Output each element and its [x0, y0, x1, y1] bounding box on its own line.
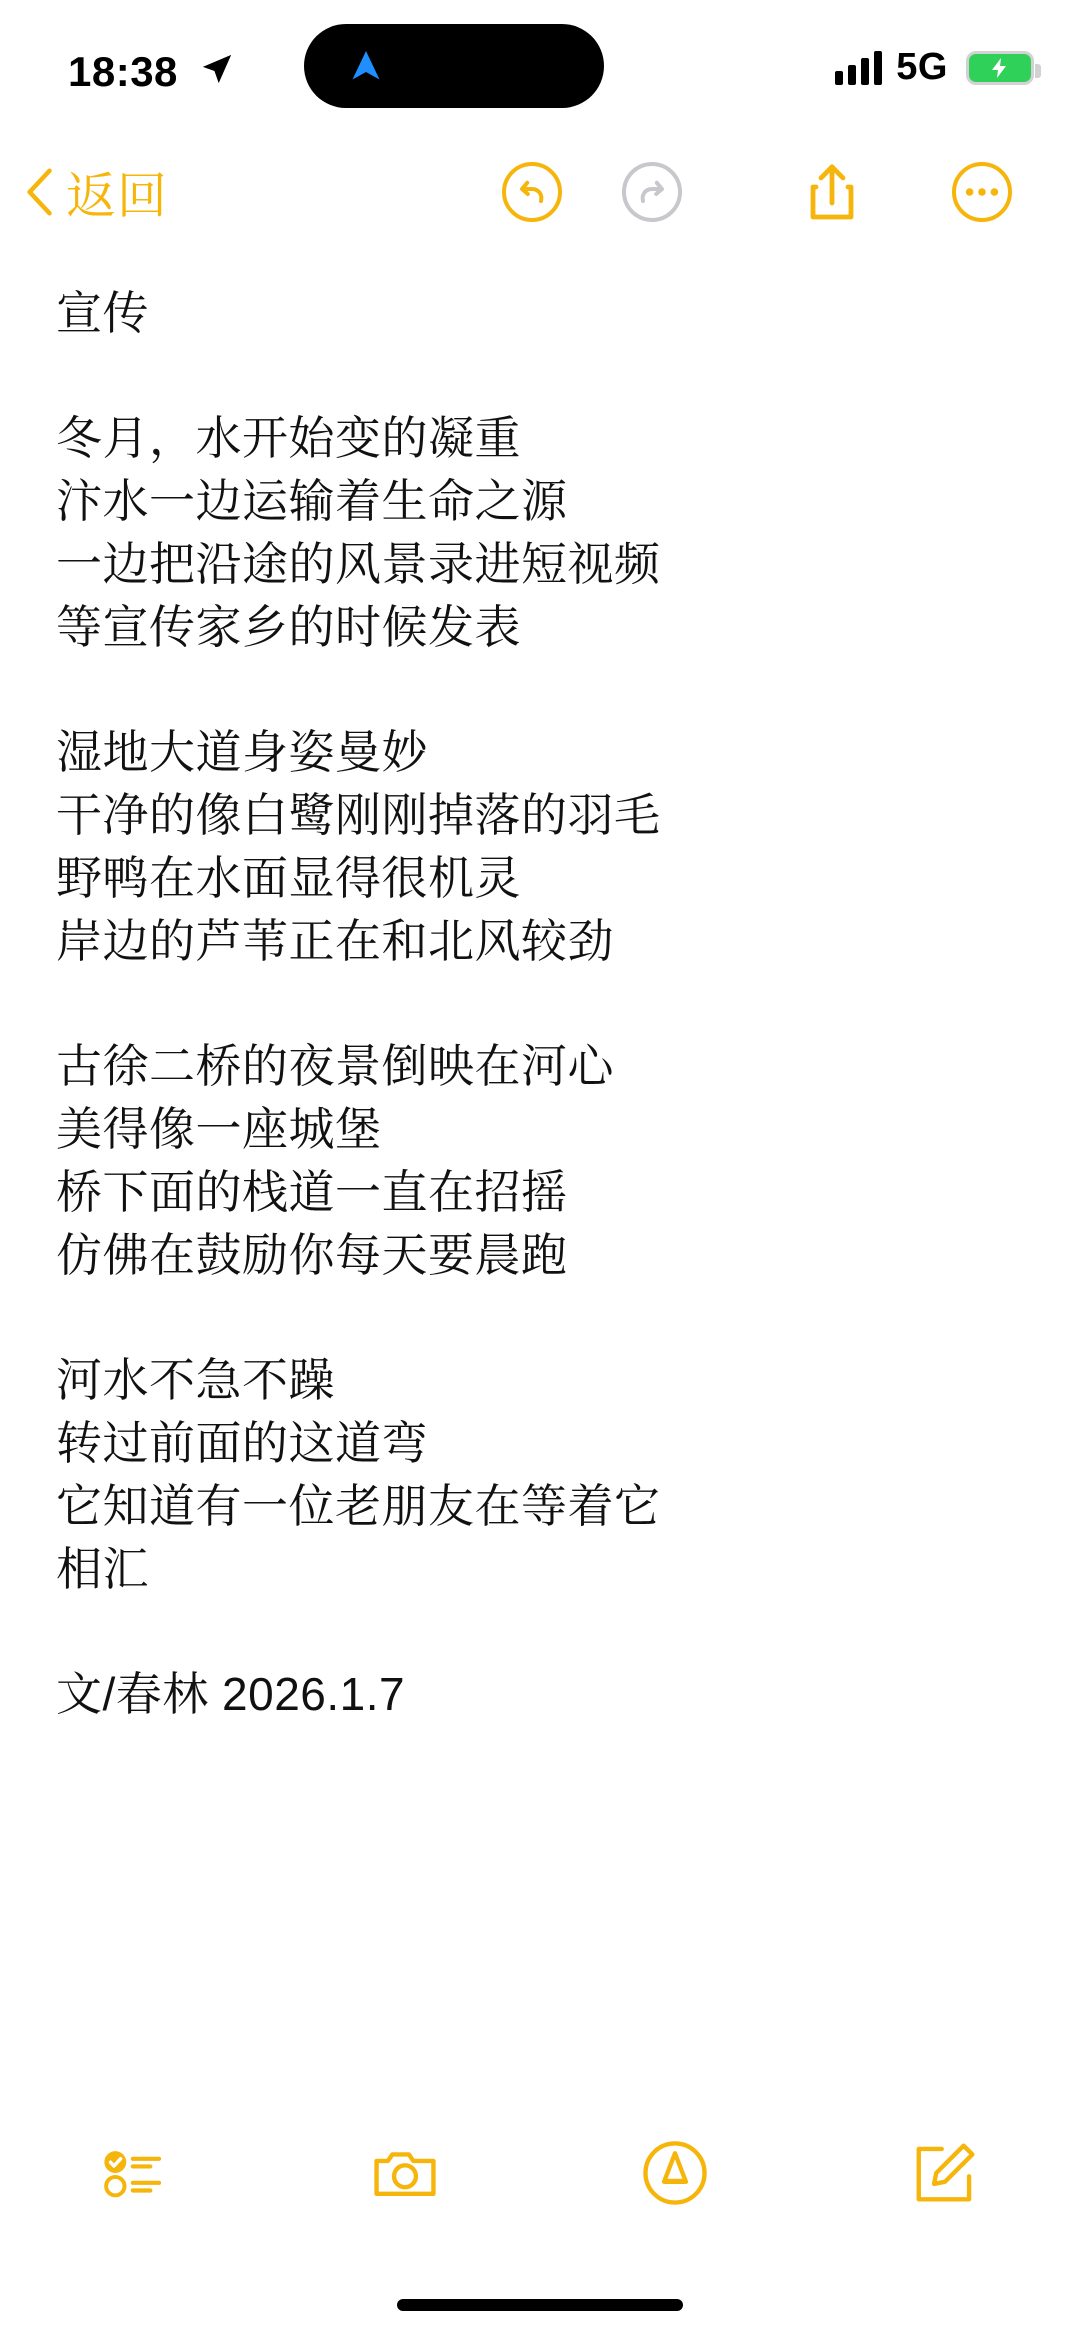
note-line: 冬月，水开始变的凝重: [56, 412, 521, 465]
note-line: 桥下面的栈道一直在招摇: [56, 1166, 568, 1219]
checklist-button[interactable]: [0, 2138, 270, 2208]
redo-icon: [620, 160, 684, 224]
home-indicator[interactable]: [397, 2299, 683, 2311]
note-line: 它知道有一位老朋友在等着它: [56, 1480, 661, 1533]
back-button[interactable]: [24, 156, 168, 228]
network-type-label: 5G: [896, 46, 948, 88]
compose-icon: [910, 2138, 980, 2208]
note-line: [56, 1287, 1024, 1349]
note-line: 河水不急不躁: [56, 1354, 335, 1407]
back-button-label: 返回: [66, 168, 168, 224]
compose-button[interactable]: [810, 2138, 1080, 2208]
note-line: 古徐二桥的夜景倒映在河心: [56, 1040, 614, 1093]
note-line: [56, 345, 1024, 407]
note-bottom-bar: [0, 2113, 1080, 2233]
status-indicators: [835, 46, 1034, 89]
undo-icon[interactable]: [500, 160, 564, 224]
cellular-signal-icon: [835, 51, 882, 85]
more-options-icon[interactable]: [950, 160, 1014, 224]
note-line: 野鸭在水面显得很机灵: [56, 852, 521, 905]
note-line: 汴水一边运输着生命之源: [56, 475, 568, 528]
location-arrow-icon: [200, 52, 234, 86]
dynamic-island: [304, 24, 604, 108]
note-toolbar: [0, 150, 1080, 260]
note-line: 湿地大道身姿曼妙: [56, 726, 428, 779]
note-line: [56, 1601, 1024, 1663]
note-line: 干净的像白鹭刚刚掉落的羽毛: [56, 789, 661, 842]
note-line: 等宣传家乡的时候发表: [56, 601, 521, 654]
checklist-icon: [100, 2138, 170, 2208]
note-line: 文/春林 2026.1.7: [56, 1668, 406, 1721]
battery-charging-icon: [966, 51, 1034, 85]
share-icon[interactable]: [800, 160, 864, 224]
note-line: 转过前面的这道弯: [56, 1417, 428, 1470]
navigation-arrow-icon: [348, 48, 384, 84]
camera-button[interactable]: [270, 2138, 540, 2208]
status-time: 18:38: [68, 48, 178, 95]
note-line: [56, 973, 1024, 1035]
note-line: 美得像一座城堡: [56, 1103, 382, 1156]
markup-pen-icon: [640, 2138, 710, 2208]
markup-button[interactable]: [540, 2138, 810, 2208]
status-bar: [0, 0, 1080, 150]
note-line: 岸边的芦苇正在和北风较劲: [56, 915, 614, 968]
note-line: 仿佛在鼓励你每天要晨跑: [56, 1229, 568, 1282]
note-line: 宣传: [56, 287, 149, 339]
camera-icon: [370, 2138, 440, 2208]
note-body[interactable]: [0, 260, 1080, 1726]
chevron-left-icon: [24, 165, 58, 219]
note-line: 一边把沿途的风景录进短视频: [56, 538, 661, 591]
note-line: 相汇: [56, 1543, 149, 1596]
note-line: [56, 659, 1024, 721]
